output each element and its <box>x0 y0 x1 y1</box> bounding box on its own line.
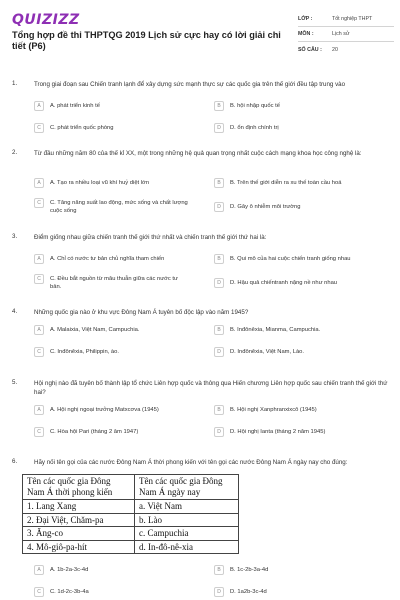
question-text: Hãy nối tên gọi của các nước Đông Nam Á thời phong kiến với tên gọi các nước Đông Nam Á ngày nay cho đúng: <box>34 459 348 466</box>
table-cell: 1. Lang Xang <box>23 500 135 514</box>
meta-row-subject <box>298 27 394 42</box>
option-d[interactable] <box>214 588 370 597</box>
option-letter: A <box>34 565 44 575</box>
question-number: 5. <box>12 379 18 386</box>
meta-value: Tốt nghiệp THPT <box>332 16 373 22</box>
option-text: D. ổn định chính trị <box>230 125 279 131</box>
option-a[interactable] <box>34 255 200 264</box>
option-text: B. Hội nghị Xanphranxixcô (1945) <box>230 407 317 413</box>
meta-row-count <box>298 42 394 57</box>
option-letter: A <box>34 101 44 111</box>
option-b[interactable] <box>214 102 370 111</box>
option-letter: C <box>34 274 44 284</box>
option-b[interactable] <box>214 406 370 415</box>
option-d[interactable] <box>214 428 390 437</box>
option-text: A. Tạo ra nhiều loại vũ khí huỷ diệt lớn <box>50 180 150 186</box>
option-letter: B <box>214 254 224 264</box>
table-cell: 2. Đại Việt, Chăm-pa <box>23 513 135 527</box>
option-text: B. Inđônêxia, Mianma, Campuchia. <box>230 327 321 333</box>
question-text: Điểm giống nhau giữa chiến tranh thế giới thứ nhất và chiến tranh thế giới thứ hai là: <box>34 234 267 241</box>
option-text: D. Hậu quả chiếntranh nặng nề như nhau <box>230 280 338 286</box>
option-letter: B <box>214 565 224 575</box>
option-c[interactable] <box>34 588 190 597</box>
option-a[interactable] <box>34 566 190 575</box>
option-text: A. Malaixia, Việt Nam, Campuchia. <box>50 327 140 333</box>
matching-table <box>22 474 239 554</box>
option-text: D. Gây ô nhiễm môi trường <box>230 204 301 210</box>
option-text: B. Trên thế giới diễn ra xu thế toàn cầu hoá <box>230 180 342 186</box>
page-header <box>0 0 400 66</box>
table-header-cell: Tên các quốc gia Đông Nam Á thời phong kiến <box>23 475 135 500</box>
option-letter: D <box>214 123 224 133</box>
option-letter: D <box>214 587 224 597</box>
question-number: 4. <box>12 308 18 315</box>
page-title: Tổng hợp đề thi THPTQG 2019 Lịch sử cực hay có lời giải chi tiết (P6) <box>12 30 281 51</box>
table-row <box>23 527 239 541</box>
option-text: A. 1b-2a-3c-4d <box>50 567 89 573</box>
option-text: C. 1d-2c-3b-4a <box>50 589 89 595</box>
table-row <box>23 500 239 514</box>
option-letter: D <box>214 278 224 288</box>
option-text: A. Chỉ có nước tư bản chủ nghĩa tham chiến <box>50 256 165 262</box>
option-text: A. Hội nghị ngoại trưởng Matxcơva (1945) <box>50 407 159 413</box>
option-letter: B <box>214 101 224 111</box>
option-text: C. Inđônêxia, Philippin, ào. <box>50 349 119 355</box>
option-d[interactable] <box>214 203 370 212</box>
question-number: 3. <box>12 233 18 240</box>
meta-row-class <box>298 12 394 27</box>
option-b[interactable] <box>214 255 390 264</box>
table-header-cell: Tên các quốc gia Đông Nam Á ngày nay <box>135 475 239 500</box>
option-letter: C <box>34 427 44 437</box>
option-d[interactable] <box>214 279 390 288</box>
table-cell: 3. Ăng-co <box>23 527 135 541</box>
option-letter: B <box>214 178 224 188</box>
option-d[interactable] <box>214 124 370 133</box>
option-c[interactable] <box>34 348 190 357</box>
option-letter: A <box>34 325 44 335</box>
option-c[interactable] <box>34 124 190 133</box>
meta-box <box>298 12 394 57</box>
table-row <box>23 540 239 554</box>
meta-value: 20 <box>332 46 338 53</box>
question-text: Hội nghị nào đã tuyên bố thành lập tổ chức Liên hợp quốc và thông qua Hiến chương Liên hợp quốc sau chiến tranh thế giới thứ hai? <box>34 380 388 396</box>
option-text: C. Đều bắt nguồn từ mâu thuẫn giữa các nước tư bản. <box>50 276 178 290</box>
table-cell: 4. Mô-giô-pa-hít <box>23 540 135 554</box>
option-letter: C <box>34 123 44 133</box>
option-letter: A <box>34 178 44 188</box>
table-cell: c. Campuchia <box>135 527 239 541</box>
table-cell: d. In-đô-nê-xia <box>135 540 239 554</box>
option-c[interactable] <box>34 275 190 291</box>
table-cell: b. Lào <box>135 513 239 527</box>
meta-label: LỚP : <box>298 16 313 22</box>
option-text: A. phát triển kinh tế <box>50 103 100 109</box>
option-b[interactable] <box>214 566 370 575</box>
option-letter: A <box>34 405 44 415</box>
option-text: C. phát triển quốc phòng <box>50 125 114 131</box>
question-number: 2. <box>12 149 18 156</box>
option-letter: D <box>214 427 224 437</box>
option-b[interactable] <box>214 179 370 188</box>
option-letter: B <box>214 325 224 335</box>
quizizz-logo: QUIZIZZ <box>12 12 80 28</box>
option-letter: D <box>214 202 224 212</box>
option-text: C. Tăng năng suất lao động, mức sống và chất lượng cuộc sống <box>50 200 188 214</box>
question-text: Trong giai đoạn sau Chiến tranh lạnh để xây dựng sức mạnh thực sự các quốc gia trên thế giới đều tập trung vào <box>34 81 346 88</box>
option-text: D. Hội nghị Ianta (tháng 2 năm 1945) <box>230 429 326 435</box>
table-cell: a. Việt Nam <box>135 500 239 514</box>
option-letter: C <box>34 587 44 597</box>
option-text: D. Inđônêxia, Việt Nam, Lào. <box>230 349 305 355</box>
question-text: Những quốc gia nào ở khu vực Đông Nam Á tuyên bố độc lập vào năm 1945? <box>34 309 249 316</box>
option-letter: C <box>34 198 44 208</box>
meta-value: Lịch sử <box>332 31 350 37</box>
option-a[interactable] <box>34 406 210 415</box>
option-a[interactable] <box>34 326 190 335</box>
option-letter: C <box>34 347 44 357</box>
option-text: B. hội nhập quốc tế <box>230 103 280 109</box>
option-c[interactable] <box>34 428 190 437</box>
option-text: B. Qui mô của hai cuộc chiến tranh giống nhau <box>230 256 351 262</box>
meta-label: MÔN : <box>298 31 314 37</box>
option-letter: A <box>34 254 44 264</box>
option-text: B. 1c-2b-3a-4d <box>230 567 269 573</box>
option-a[interactable] <box>34 102 190 111</box>
option-letter: D <box>214 347 224 357</box>
question-text: Từ đầu những năm 80 của thế kỉ XX, một trong những hệ quả quan trọng nhất cuộc cách mạng khoa học công nghệ là: <box>34 150 362 157</box>
meta-label: SỐ CÂU : <box>298 46 322 53</box>
option-a[interactable] <box>34 179 190 188</box>
option-d[interactable] <box>214 348 370 357</box>
table-row <box>23 513 239 527</box>
option-letter: B <box>214 405 224 415</box>
table-header-row <box>23 475 239 500</box>
option-text: D. 1a2b-3c-4d <box>230 589 267 595</box>
question-number: 1. <box>12 80 18 87</box>
question-number: 6. <box>12 458 18 465</box>
option-c[interactable] <box>34 199 190 215</box>
option-text: C. Hòa hội Pari (tháng 2 âm 1947) <box>50 429 139 435</box>
option-b[interactable] <box>214 326 370 335</box>
